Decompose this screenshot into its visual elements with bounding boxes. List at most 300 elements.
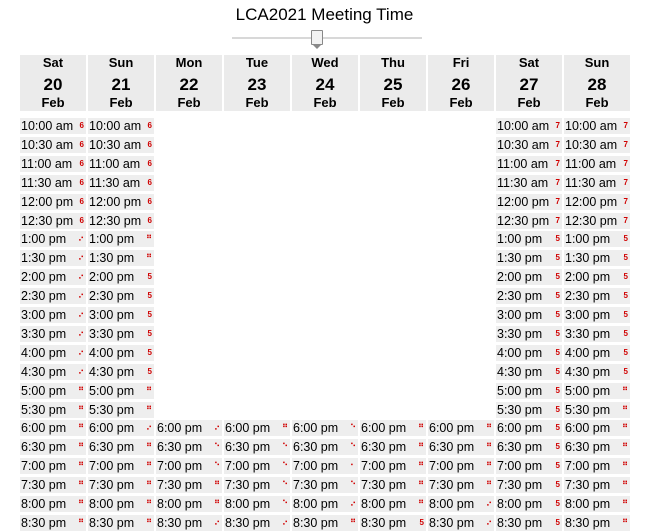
time-slot[interactable] bbox=[496, 231, 562, 247]
time-slot[interactable] bbox=[20, 420, 86, 436]
time-slot[interactable] bbox=[292, 477, 358, 493]
day-header-dow: Sun bbox=[108, 55, 134, 70]
time-slot[interactable] bbox=[156, 439, 222, 455]
time-slot[interactable] bbox=[428, 439, 494, 455]
time-slot-label: 7:00 pm bbox=[565, 459, 611, 474]
time-slot-label: 5:00 pm bbox=[565, 383, 611, 398]
time-slot[interactable] bbox=[156, 420, 222, 436]
attendee-count-badge: 6 bbox=[147, 121, 152, 130]
time-slot[interactable] bbox=[564, 156, 630, 172]
time-slot-label: 7:30 pm bbox=[565, 478, 611, 493]
attendee-count-badge: ⠛ bbox=[146, 442, 152, 452]
day-header bbox=[428, 55, 494, 111]
attendee-count-badge: ⠔ bbox=[78, 272, 84, 282]
time-slot[interactable] bbox=[88, 496, 154, 512]
attendee-count-badge: 7 bbox=[623, 177, 628, 187]
attendee-count-badge: 5 bbox=[555, 366, 560, 376]
time-slot[interactable] bbox=[20, 458, 86, 474]
attendee-count-badge: 5 bbox=[555, 385, 560, 395]
day-header-month: Feb bbox=[41, 95, 65, 110]
time-slot[interactable] bbox=[88, 194, 154, 210]
time-slot[interactable] bbox=[88, 307, 154, 323]
slider-track[interactable] bbox=[232, 37, 422, 39]
day-header-day: 22 bbox=[179, 75, 199, 94]
attendee-count-badge: ⠔ bbox=[486, 517, 492, 527]
time-slot[interactable] bbox=[156, 458, 222, 474]
time-slot-label: 1:00 pm bbox=[21, 232, 67, 247]
time-slot[interactable] bbox=[20, 345, 86, 361]
day-header-month: Feb bbox=[381, 95, 405, 110]
time-slot-label: 3:30 pm bbox=[565, 326, 611, 341]
attendee-count-badge: 7 bbox=[555, 215, 560, 225]
time-slot[interactable] bbox=[224, 458, 290, 474]
time-slot-label: 10:30 am bbox=[21, 137, 74, 152]
time-slot-label: 2:00 pm bbox=[565, 270, 611, 285]
attendee-count-badge: 5 bbox=[555, 328, 560, 338]
time-slot-label: 7:00 pm bbox=[89, 459, 135, 474]
time-slot-label: 11:00 am bbox=[89, 156, 141, 171]
attendee-count-badge: ⠛ bbox=[622, 517, 628, 527]
time-slot[interactable] bbox=[88, 383, 154, 399]
time-slot-label: 5:00 pm bbox=[89, 383, 135, 398]
attendee-count-badge: 5 bbox=[555, 272, 560, 282]
time-slot[interactable] bbox=[88, 326, 154, 342]
time-slot[interactable] bbox=[20, 383, 86, 399]
time-slot[interactable] bbox=[496, 175, 562, 191]
time-slot[interactable] bbox=[20, 326, 86, 342]
attendee-count-badge: 6 bbox=[79, 158, 84, 168]
time-slot-label: 4:00 pm bbox=[565, 345, 611, 360]
time-slot-label: 3:00 pm bbox=[89, 308, 135, 322]
time-slot-label: 8:00 pm bbox=[157, 497, 203, 511]
time-slot[interactable] bbox=[564, 213, 630, 229]
time-slot[interactable] bbox=[88, 345, 154, 361]
time-slot[interactable] bbox=[20, 364, 86, 380]
time-slot-label: 11:00 am bbox=[497, 156, 549, 171]
day-header bbox=[20, 55, 86, 111]
day-header-dow: Sat bbox=[518, 55, 540, 70]
time-slot[interactable] bbox=[564, 383, 630, 399]
time-slot[interactable] bbox=[428, 496, 494, 512]
time-slot-label: 7:30 pm bbox=[429, 478, 475, 493]
attendee-count-badge: 6 bbox=[79, 177, 84, 187]
attendee-count-badge: ⠑ bbox=[350, 423, 356, 433]
time-slot[interactable] bbox=[20, 477, 86, 493]
time-slot-label: 1:30 pm bbox=[565, 251, 611, 266]
time-slot-label: 7:30 pm bbox=[293, 478, 339, 493]
attendee-count-badge: 5 bbox=[555, 253, 560, 263]
time-slot[interactable] bbox=[564, 307, 630, 323]
time-slot[interactable] bbox=[564, 420, 630, 436]
attendee-count-badge: ⠑ bbox=[350, 442, 356, 452]
day-header-day: 21 bbox=[111, 75, 131, 94]
time-slot[interactable] bbox=[88, 156, 154, 172]
attendee-count-badge: 5 bbox=[555, 347, 560, 357]
time-slot[interactable] bbox=[496, 307, 562, 323]
attendee-count-badge: ⠛ bbox=[418, 480, 424, 490]
attendee-count-badge: ⠛ bbox=[622, 404, 628, 414]
attendee-count-badge: 6 bbox=[79, 196, 84, 206]
time-slot[interactable] bbox=[20, 269, 86, 285]
time-slot[interactable] bbox=[496, 137, 562, 153]
time-slot-label: 8:30 pm bbox=[157, 515, 203, 530]
attendee-count-badge: 5 bbox=[623, 347, 628, 357]
time-slot[interactable] bbox=[156, 477, 222, 493]
time-slot-label: 6:30 pm bbox=[429, 440, 475, 455]
time-slot-label: 8:30 pm bbox=[429, 515, 475, 530]
time-slot-label: 5:00 pm bbox=[497, 383, 543, 398]
attendee-count-badge: 6 bbox=[147, 177, 152, 187]
time-slot[interactable] bbox=[564, 477, 630, 493]
attendee-count-badge: 5 bbox=[555, 404, 560, 414]
time-slot[interactable] bbox=[20, 194, 86, 210]
time-slot-label: 7:00 pm bbox=[21, 459, 67, 474]
time-slot[interactable] bbox=[20, 213, 86, 229]
time-slot-label: 7:00 pm bbox=[361, 459, 407, 474]
time-slot[interactable] bbox=[20, 496, 86, 512]
time-slot[interactable] bbox=[20, 439, 86, 455]
time-slot-label: 2:00 pm bbox=[497, 270, 543, 285]
time-slot[interactable] bbox=[156, 496, 222, 512]
day-header bbox=[564, 55, 630, 111]
attendee-count-badge: ⠛ bbox=[418, 442, 424, 452]
time-slot[interactable] bbox=[88, 420, 154, 436]
attendee-count-badge: 5 bbox=[419, 517, 424, 527]
time-slot-label: 6:30 pm bbox=[293, 440, 339, 455]
zoom-slider[interactable] bbox=[232, 28, 422, 48]
day-header-dow: Sat bbox=[42, 55, 64, 70]
time-slot[interactable] bbox=[20, 402, 86, 418]
time-slot-label: 6:30 pm bbox=[21, 440, 67, 455]
attendee-count-badge: 7 bbox=[555, 196, 560, 206]
time-slot-label: 4:30 pm bbox=[497, 364, 543, 379]
time-slot-label: 8:30 pm bbox=[565, 515, 611, 530]
attendee-count-badge: 7 bbox=[555, 139, 560, 149]
time-slot[interactable] bbox=[88, 477, 154, 493]
attendee-count-badge: ⠔ bbox=[350, 499, 356, 508]
attendee-count-badge: 6 bbox=[79, 215, 84, 225]
attendee-count-badge: ⠛ bbox=[350, 517, 356, 527]
time-slot[interactable] bbox=[88, 439, 154, 455]
time-slot-label: 12:00 pm bbox=[565, 194, 618, 209]
time-slot[interactable] bbox=[88, 118, 154, 134]
attendee-count-badge: 6 bbox=[147, 196, 152, 206]
time-slot[interactable] bbox=[360, 420, 426, 436]
time-slot[interactable] bbox=[88, 250, 154, 266]
attendee-count-badge: ⠑ bbox=[214, 461, 220, 471]
attendee-count-badge: ⠛ bbox=[622, 442, 628, 452]
time-slot[interactable] bbox=[88, 175, 154, 191]
time-slot-label: 10:00 am bbox=[21, 119, 74, 133]
time-slot[interactable] bbox=[496, 458, 562, 474]
time-slot-label: 4:00 pm bbox=[21, 345, 67, 360]
attendee-count-badge: ⠔ bbox=[282, 517, 288, 527]
day-header bbox=[156, 55, 222, 111]
time-slot[interactable] bbox=[88, 402, 154, 418]
day-header bbox=[88, 55, 154, 111]
attendee-count-badge: ⠛ bbox=[146, 404, 152, 414]
time-slot[interactable] bbox=[88, 364, 154, 380]
time-slot-label: 3:30 pm bbox=[497, 326, 543, 341]
time-slot[interactable] bbox=[564, 326, 630, 342]
time-slot[interactable] bbox=[496, 326, 562, 342]
time-slot[interactable] bbox=[496, 364, 562, 380]
time-slot-label: 2:30 pm bbox=[21, 289, 67, 304]
time-slot-label: 3:30 pm bbox=[21, 326, 67, 341]
day-header bbox=[292, 55, 358, 111]
time-slot-label: 7:30 pm bbox=[157, 478, 203, 493]
day-header-month: Feb bbox=[517, 95, 541, 110]
time-slot[interactable] bbox=[564, 269, 630, 285]
time-slot-label: 6:30 pm bbox=[361, 440, 407, 455]
time-slot[interactable] bbox=[496, 213, 562, 229]
attendee-count-badge: ⠑ bbox=[282, 480, 288, 490]
time-slot[interactable] bbox=[428, 477, 494, 493]
attendee-count-badge: ⠑ bbox=[350, 480, 356, 490]
time-slot[interactable] bbox=[496, 269, 562, 285]
time-slot[interactable] bbox=[20, 118, 86, 134]
time-slot-label: 12:00 pm bbox=[497, 194, 550, 209]
time-slot[interactable] bbox=[292, 439, 358, 455]
time-slot-label: 5:30 pm bbox=[497, 402, 543, 417]
time-slot-label: 3:00 pm bbox=[497, 308, 543, 322]
attendee-count-badge: ⠛ bbox=[78, 499, 84, 508]
time-slot-label: 4:30 pm bbox=[21, 364, 67, 379]
time-slot-label: 5:00 pm bbox=[21, 383, 67, 398]
attendee-count-badge: ⠔ bbox=[214, 517, 220, 527]
time-slot-label: 6:00 pm bbox=[361, 421, 407, 436]
time-slot-label: 8:30 pm bbox=[225, 515, 271, 530]
attendee-count-badge: 5 bbox=[623, 328, 628, 338]
time-slot-label: 12:30 pm bbox=[565, 213, 618, 228]
attendee-count-badge: 5 bbox=[555, 442, 560, 452]
time-slot-label: 4:30 pm bbox=[565, 364, 611, 379]
attendee-count-badge: ⠔ bbox=[146, 423, 152, 433]
time-slot[interactable] bbox=[496, 439, 562, 455]
time-slot[interactable] bbox=[224, 496, 290, 512]
attendee-count-badge: 5 bbox=[555, 423, 560, 433]
day-header-month: Feb bbox=[449, 95, 473, 110]
time-slot[interactable] bbox=[360, 458, 426, 474]
day-header-day: 23 bbox=[247, 75, 267, 94]
attendee-count-badge: 7 bbox=[555, 121, 560, 130]
attendee-count-badge: 7 bbox=[555, 177, 560, 187]
attendee-count-badge: ⠛ bbox=[622, 480, 628, 490]
attendee-count-badge: ⠛ bbox=[78, 404, 84, 414]
attendee-count-badge: 6 bbox=[79, 121, 84, 130]
time-slot[interactable] bbox=[496, 194, 562, 210]
time-slot-label: 6:30 pm bbox=[497, 440, 543, 455]
time-slot-label: 8:00 pm bbox=[565, 497, 611, 511]
time-slot[interactable] bbox=[564, 458, 630, 474]
attendee-count-badge: ⠛ bbox=[486, 442, 492, 452]
attendee-count-badge: ⠛ bbox=[418, 499, 424, 508]
day-header-month: Feb bbox=[109, 95, 133, 110]
time-slot[interactable] bbox=[20, 307, 86, 323]
attendee-count-badge: 7 bbox=[623, 121, 628, 130]
attendee-count-badge: ⠛ bbox=[146, 385, 152, 395]
time-slot[interactable] bbox=[224, 477, 290, 493]
time-slot[interactable] bbox=[564, 194, 630, 210]
time-slot-label: 2:30 pm bbox=[89, 289, 135, 304]
time-slot[interactable] bbox=[564, 231, 630, 247]
attendee-count-badge: ⠔ bbox=[78, 366, 84, 376]
time-slot[interactable] bbox=[292, 515, 358, 531]
attendee-count-badge: 5 bbox=[623, 310, 628, 319]
time-slot[interactable] bbox=[564, 137, 630, 153]
time-slot[interactable] bbox=[564, 250, 630, 266]
time-slot[interactable] bbox=[428, 420, 494, 436]
attendee-count-badge: 5 bbox=[147, 328, 152, 338]
attendee-count-badge: 7 bbox=[623, 139, 628, 149]
time-slot-label: 11:00 am bbox=[21, 156, 73, 171]
day-header-dow: Fri bbox=[452, 55, 470, 70]
attendee-count-badge: 6 bbox=[147, 158, 152, 168]
attendee-count-badge: ⠛ bbox=[146, 480, 152, 490]
time-slot[interactable] bbox=[20, 250, 86, 266]
attendee-count-badge: 7 bbox=[555, 158, 560, 168]
day-header-dow: Tue bbox=[245, 55, 269, 70]
time-slot[interactable] bbox=[496, 420, 562, 436]
time-slot[interactable] bbox=[496, 383, 562, 399]
attendee-count-badge: ⠛ bbox=[78, 442, 84, 452]
time-slot-label: 6:00 pm bbox=[157, 421, 203, 436]
time-slot-label: 7:00 pm bbox=[225, 459, 271, 474]
time-slot-label: 6:00 pm bbox=[429, 421, 475, 436]
time-slot[interactable] bbox=[20, 515, 86, 531]
time-slot-label: 8:30 pm bbox=[497, 515, 543, 530]
time-slot[interactable] bbox=[88, 515, 154, 531]
time-slot[interactable] bbox=[496, 402, 562, 418]
time-slot[interactable] bbox=[564, 402, 630, 418]
attendee-count-badge: ⠛ bbox=[146, 517, 152, 527]
time-slot[interactable] bbox=[360, 477, 426, 493]
attendee-count-badge: ⠛ bbox=[78, 385, 84, 395]
attendee-count-badge: 5 bbox=[623, 272, 628, 282]
time-slot[interactable] bbox=[496, 156, 562, 172]
time-slot[interactable] bbox=[496, 345, 562, 361]
time-slot-label: 1:00 pm bbox=[497, 232, 543, 247]
time-slot-label: 8:00 pm bbox=[225, 497, 271, 511]
time-slot[interactable] bbox=[20, 175, 86, 191]
attendee-count-badge: ⠔ bbox=[78, 310, 84, 319]
time-slot[interactable] bbox=[496, 477, 562, 493]
time-slot[interactable] bbox=[88, 213, 154, 229]
time-slot-label: 3:00 pm bbox=[565, 308, 611, 322]
time-slot[interactable] bbox=[20, 137, 86, 153]
day-header-dow: Sun bbox=[584, 55, 610, 70]
time-slot[interactable] bbox=[224, 420, 290, 436]
time-slot[interactable] bbox=[564, 515, 630, 531]
time-slot-label: 2:30 pm bbox=[565, 289, 611, 304]
time-slot[interactable] bbox=[224, 439, 290, 455]
attendee-count-badge: 5 bbox=[555, 461, 560, 471]
attendee-count-badge: 6 bbox=[147, 139, 152, 149]
time-slot[interactable] bbox=[564, 364, 630, 380]
time-slot-label: 10:30 am bbox=[89, 137, 142, 152]
time-slot-label: 4:00 pm bbox=[497, 345, 543, 360]
time-slot[interactable] bbox=[360, 515, 426, 531]
attendee-count-badge: 5 bbox=[555, 499, 560, 508]
time-slot-label: 11:30 am bbox=[21, 175, 73, 190]
attendee-count-badge: ⠛ bbox=[78, 461, 84, 471]
time-slot[interactable] bbox=[88, 231, 154, 247]
time-slot-label: 7:00 pm bbox=[293, 459, 339, 474]
attendee-count-badge: 5 bbox=[555, 517, 560, 527]
attendee-count-badge: ⠛ bbox=[146, 253, 152, 263]
attendee-count-badge: ⠛ bbox=[486, 461, 492, 471]
time-slot[interactable] bbox=[564, 496, 630, 512]
time-slot[interactable] bbox=[156, 515, 222, 531]
time-slot[interactable] bbox=[496, 288, 562, 304]
time-slot[interactable] bbox=[292, 496, 358, 512]
attendee-count-badge: 5 bbox=[623, 366, 628, 376]
time-slot[interactable] bbox=[564, 345, 630, 361]
time-slot-label: 1:30 pm bbox=[497, 251, 543, 266]
time-slot[interactable] bbox=[292, 458, 358, 474]
day-header-month: Feb bbox=[313, 95, 337, 110]
attendee-count-badge: ⠛ bbox=[418, 423, 424, 433]
time-slot[interactable] bbox=[292, 420, 358, 436]
attendee-count-badge: ⠛ bbox=[622, 499, 628, 508]
time-slot[interactable] bbox=[360, 439, 426, 455]
time-slot[interactable] bbox=[496, 250, 562, 266]
time-slot[interactable] bbox=[496, 118, 562, 134]
time-slot[interactable] bbox=[428, 515, 494, 531]
time-slot[interactable] bbox=[564, 175, 630, 191]
attendee-count-badge: 5 bbox=[555, 480, 560, 490]
slider-thumb[interactable] bbox=[311, 30, 323, 45]
day-header-month: Feb bbox=[245, 95, 269, 110]
time-slot-label: 12:30 pm bbox=[89, 213, 142, 228]
time-slot-label: 6:00 pm bbox=[89, 421, 135, 436]
time-slot[interactable] bbox=[496, 496, 562, 512]
time-slot-label: 6:00 pm bbox=[565, 421, 611, 436]
attendee-count-badge: ⠔ bbox=[78, 347, 84, 357]
time-slot[interactable] bbox=[20, 231, 86, 247]
attendee-count-badge: ⠛ bbox=[282, 423, 288, 433]
time-slot-label: 8:30 pm bbox=[89, 515, 135, 530]
time-slot-label: 10:00 am bbox=[565, 119, 618, 133]
day-header-month: Feb bbox=[585, 95, 609, 110]
time-slot[interactable] bbox=[88, 458, 154, 474]
attendee-count-badge: 7 bbox=[623, 196, 628, 206]
time-slot[interactable] bbox=[496, 515, 562, 531]
time-slot-label: 7:30 pm bbox=[89, 478, 135, 493]
time-slot[interactable] bbox=[428, 458, 494, 474]
time-slot[interactable] bbox=[20, 288, 86, 304]
time-slot[interactable] bbox=[360, 496, 426, 512]
time-slot[interactable] bbox=[88, 288, 154, 304]
attendee-count-badge: ⠛ bbox=[214, 499, 220, 508]
time-slot[interactable] bbox=[88, 137, 154, 153]
time-slot[interactable] bbox=[224, 515, 290, 531]
day-header bbox=[224, 55, 290, 111]
time-slot[interactable] bbox=[564, 118, 630, 134]
time-slot[interactable] bbox=[20, 156, 86, 172]
time-slot[interactable] bbox=[88, 269, 154, 285]
time-slot[interactable] bbox=[564, 439, 630, 455]
time-slot-label: 6:00 pm bbox=[293, 421, 339, 436]
time-slot-label: 8:00 pm bbox=[89, 497, 135, 511]
attendee-count-badge: ⠑ bbox=[282, 461, 288, 471]
attendee-count-badge: ⠛ bbox=[146, 461, 152, 471]
attendee-count-badge: 5 bbox=[555, 234, 560, 244]
time-slot-label: 8:00 pm bbox=[21, 497, 67, 511]
time-slot[interactable] bbox=[564, 288, 630, 304]
day-header-day: 20 bbox=[43, 75, 63, 94]
time-slot-label: 8:30 pm bbox=[21, 515, 67, 530]
